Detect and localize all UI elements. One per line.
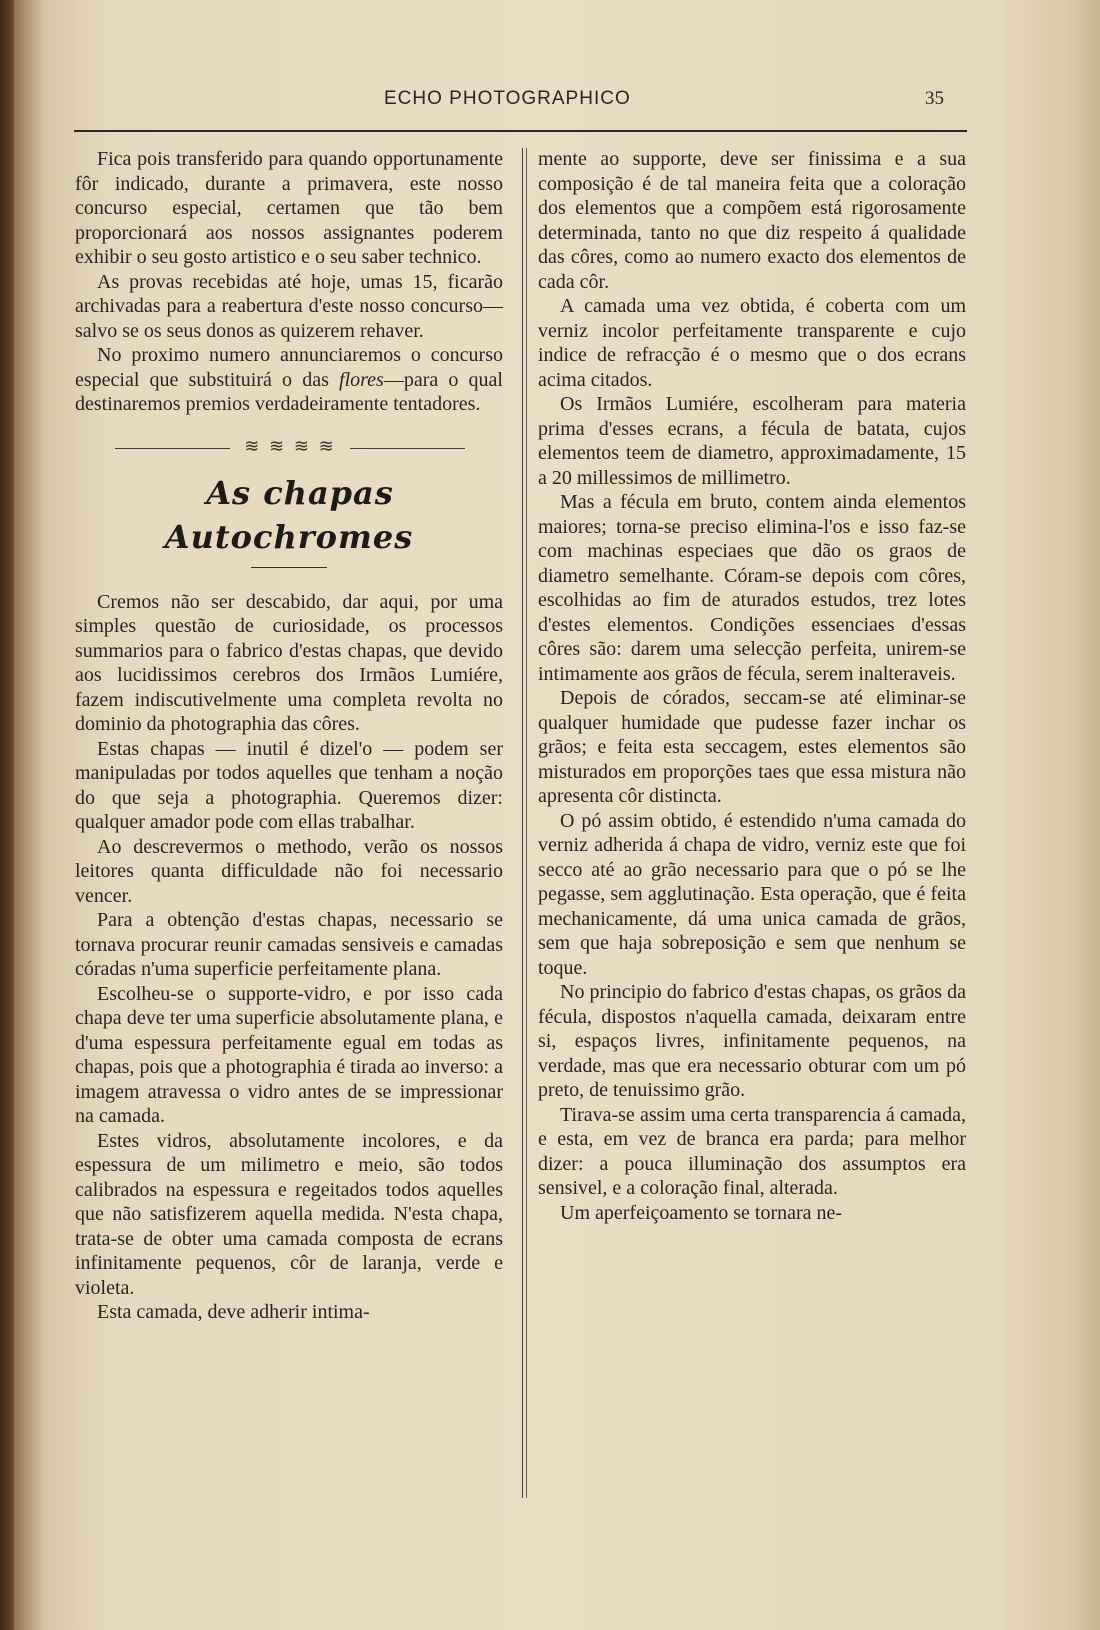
paragraph-continued: mente ao supporte, deve ser finissima e a sua composição é de tal maneira feita que a coloração dos elementos que a compõem está rigorosamente determinada, tanto no que diz respeito á qualidade das côres, como ao numero exacto dos elementos de cada côr.: [538, 148, 966, 293]
paragraph: Um aperfeiçoamento se tornara ne-: [560, 1201, 843, 1224]
binding-shadow: [0, 0, 14, 1630]
paragraph: O pó assim obtido, é estendido n'uma camada do verniz adherida á chapa de vidro, verniz este que foi secco até ao grão necessario para que o pó se lhe pegasse, sem agglutinação. Esta operação, que é feita mechanicamente, dá uma unica camada de grãos, sem que haja sobreposição e sem que nenhum se toque.: [538, 809, 966, 979]
paragraph: Tirava-se assim uma certa transparencia á camada, e esta, em vez de branca era parda; para melhor dizer: a pouca illuminação dos assumptos era sensivel, e a coloração final, alterada.: [538, 1103, 966, 1199]
text-run: —para o qual destinaremos premios verdadeiramente tentadores.: [75, 368, 503, 415]
paragraph: Cremos não ser descabido, dar aqui, por uma simples questão de curiosidade, os processos summarios para o fabrico d'estas chapas, que devido aos lucidissimos cerebros dos Irmãos Lumiére, fazem indiscutivelmente uma completa revolta no dominio da photographia das côres.: [75, 590, 503, 735]
paragraph: Mas a fécula em bruto, contem ainda elementos maiores; torna-se preciso elimina-l'os e isso faz-se com machinas especiaes que dão os graos de diametro semelhante. Córam-se depois com côres, escolhidas ao fim de aturados estudos, trez lotes d'estes elementos. Condições essenciaes d'essas côres são: darem uma selecção perfeita, unirem-se intimamente aos grãos de fécula, serem inalteraveis.: [538, 491, 966, 685]
right-column: [538, 147, 966, 1225]
header-rule: [74, 130, 967, 132]
page-number: 35: [925, 88, 944, 109]
paragraph: Fica pois transferido para quando opportunamente fôr indicado, durante a primavera, este nosso concurso especial, certamen que tão bem proporcionará aos nossos assignantes poderem exhibir o seu gosto artistico e o seu saber technico.: [75, 148, 503, 268]
paragraph: No principio do fabrico d'estas chapas, os grãos da fécula, dispostos n'aquella camada, deixaram entre si, espaços livres, infinitamente pequenos, na verdade, mas que era necessario obturar com um pó preto, de tenuissimo grão.: [538, 981, 966, 1101]
running-title: ECHO PHOTOGRAPHICO: [384, 88, 631, 109]
title-rule: [251, 567, 327, 568]
paragraph: Os Irmãos Lumiére, escolheram para materia prima d'esses ecrans, a fécula de batata, cujos elementos teem de diametro, approximadamente, 15 a 20 millessimos de millimetro.: [538, 393, 966, 489]
paragraph: As provas recebidas até hoje, umas 15, ficarão archivadas para a reabertura d'este nosso concurso—salvo se os seus donos as quizerem rehaver.: [75, 270, 503, 342]
paragraph: Depois de córados, seccam-se até eliminar-se qualquer humidade que pudesse fazer inchar os grãos; e feita esta seccagem, estes elementos são misturados em proporções taes que essa mistura não apresenta côr distincta.: [538, 687, 966, 807]
ornament-glyphs: ≋ ≋ ≋ ≋: [244, 435, 336, 457]
running-head: [0, 88, 1100, 118]
article-title: As chapas Autochromes: [164, 473, 414, 556]
paragraph: A camada uma vez obtida, é coberta com um verniz incolor perfeitamente transparente e cujo indice de refracção é o mesmo que o dos ecrans acima citados.: [538, 295, 966, 391]
paragraph: Para a obtenção d'estas chapas, necessario se tornava procurar reunir camadas sensiveis e camadas córadas n'uma superficie perfeitamente plana.: [75, 909, 503, 980]
section-ornament: [75, 435, 503, 463]
paragraph: Estes vidros, absolutamente incolores, e da espessura de um milimetro e meio, são todos calibrados na espessura e regeitados todos aquelles que não satisfizerem aquella medida. N'esta chapa, trata-se de obter uma camada composta de ecrans infinitamente pequenos, côr de laranja, verde e violeta.: [75, 1129, 503, 1299]
paragraph: Esta camada, deve adherir intima-: [97, 1301, 370, 1323]
italic-word: flores: [339, 368, 384, 391]
paragraph: Ao descrevermos o methodo, verão os nossos leitores quanta difficuldade não foi necessario vencer.: [75, 835, 503, 907]
left-column: [75, 147, 503, 1325]
column-divider-inner: [526, 148, 527, 1498]
ornament-rule-left: [115, 448, 230, 449]
paragraph: Escolheu-se o supporte-vidro, e por isso cada chapa deve ter uma superficie absolutamente plana, e d'uma espessura perfeitamente egual em todas as chapas, pois que a photographia é tirada ao inverso: a imagem atravessa o vidro antes de se impressionar na camada.: [75, 982, 503, 1127]
paragraph: [75, 343, 503, 417]
paragraph: Estas chapas — inutil é dizel'o — podem ser manipuladas por todos aquelles que tenham a noção do que seja a photographia. Queremos dizer: qualquer amador pode com ellas trabalhar.: [75, 737, 503, 833]
text-run: No proximo numero annunciaremos o concurso especial que substituirá o das: [75, 344, 503, 391]
ornament-rule-right: [350, 448, 465, 449]
column-divider: [522, 148, 523, 1498]
